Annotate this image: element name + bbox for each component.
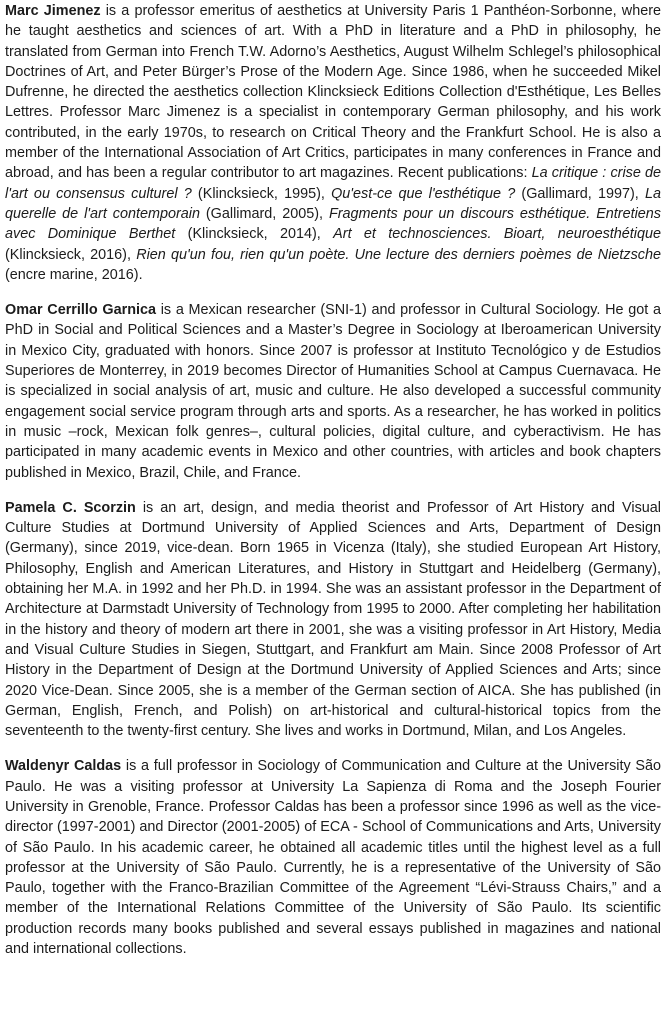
bio-text: (Gallimard, 2005), — [199, 205, 329, 222]
bio-text: is a professor emeritus of aesthetics at University Paris 1 Panthéon-Sorbonne, where he taught aesthetics and sciences of art. With a PhD in literature and a PhD in philosophy, he translated from German into French T.W. Adorno’s Aesthetics, August Wilhelm Schlegel’s philosophical Doctrines of Art, and Peter Bürger’s Prose of the Modern Age. Since 1986, when he succeeded Mikel Dufrenne, he directed the aesthetics collection Klincksieck Editions Collection d'Esthétique, Les Belles Lettres. Professor Marc Jimenez is a specialist in contemporary German philosophy, and his work contributed, in the early 1970s, to research on Critical Theory and the Frankfurt School. He is also a member of the International Association of Art Critics, participates in many conferences in France and abroad, and has been a regular contributor to art magazines. Recent publications: — [5, 3, 661, 182]
publication-title: Art et technosciences. Bioart, neuroesthétique — [333, 226, 661, 243]
bio-text: is a Mexican researcher (SNI-1) and professor in Cultural Sociology. He got a PhD in Social and Political Sciences and a Master’s Degree in Sociology at Iberoamerican University in Mexico City, graduated with honors. Since 2007 is professor at Instituto Tecnológico y de Estudios Superiores de Monterrey, in 2019 becomes Director of Humanities School at Campus Cuernavaca. He is specialized in social analysis of art, music and culture. He also developed a successful community engagement social service program through arts and sports. As a researcher, he has worked in politics in music –rock, Mexican folk genres–, cultural policies, digital culture, and cyberactivism. He has participated in many academic events in Mexico and other countries, with articles and book chapters published in Mexico, Brazil, Chile, and France. — [5, 302, 661, 481]
bio-paragraph — [5, 300, 661, 483]
bio-paragraphs — [5, 1, 661, 959]
person-name: Pamela C. Scorzin — [5, 499, 136, 516]
publication-title: Rien qu'un fou, rien qu'un poète. Une lecture des derniers poèmes de Nietzsche — [136, 246, 661, 263]
bio-text: (Klincksieck, 2014), — [175, 226, 334, 243]
bio-text: is an art, design, and media theorist and Professor of Art History and Visual Culture Studies at Dortmund University of Applied Sciences and Arts, Department of Design (Germany), since 2019, vice-dean. Born 1965 in Vicenza (Italy), she studied European Art History, Philosophy, English and American Literatures, and History in Stuttgart and Heidelberg (Germany), obtaining her M.A. in 1992 and her Ph.D. in 1994. She was an assistant professor in the Department of Architecture at Darmstadt University of Technology from 1995 to 2000. After completing her habilitation in the history and theory of modern art there in 2001, she was a visiting professor in Art History, Media and Visual Culture Studies in Siegen, Stuttgart, and Frankfurt am Main. Since 2008 Professor of Art History in the Department of Design at the Dortmund University of Applied Sciences and Arts; since 2020 Vice-Dean. Since 2005, she is a member of the German section of AICA. She has published (in German, English, French, and Polish) on art-historical and cultural-historical topics from the seventeenth to the twenty-first century. She lives and works in Dortmund, Milan, and Los Angeles. — [5, 499, 661, 740]
bio-text: (Klincksieck, 1995), — [191, 185, 332, 202]
publication-title: La critique : crise de l'art ou consensus culturel ? — [5, 165, 661, 202]
publication-title: Qu'est-ce que l'esthétique ? — [331, 185, 516, 202]
bio-text: is a full professor in Sociology of Communication and Culture at the University São Paulo. He was a visiting professor at University La Sapienza di Roma and the Joseph Fourier University in Grenoble, France. Professor Caldas has been a professor since 1996 as well as the vice-director (1997-2001) and Director (2001-2005) of ECA - School of Communications and Arts, University of São Paulo. In his academic career, he obtained all academic titles until the highest level as a full professor at the University of São Paulo. Currently, he is a representative of the University of São Paulo, together with the Franco-Brazilian Committee of the Agreement “Lévi-Strauss Chairs,” and a member of the International Relations Committee of the University of São Paulo. Its scientific production records many books published and several essays published in magazines and national and international collections. — [5, 758, 661, 958]
bio-text: (encre marine, 2016). — [5, 266, 143, 283]
bio-text: (Gallimard, 1997), — [515, 185, 645, 202]
bio-paragraph — [5, 1, 661, 285]
person-name: Omar Cerrillo Garnica — [5, 302, 157, 319]
bio-text: (Klincksieck, 2016), — [5, 246, 137, 263]
person-name: Marc Jimenez — [5, 3, 101, 19]
publication-title: La querelle de l'art contemporain — [5, 185, 662, 222]
publication-title: Fragments pour un discours esthétique. Entretiens avec Dominique Berthet — [5, 205, 661, 243]
bio-paragraph — [5, 498, 661, 742]
person-name: Waldenyr Caldas — [5, 758, 122, 775]
bio-paragraph — [5, 756, 661, 959]
